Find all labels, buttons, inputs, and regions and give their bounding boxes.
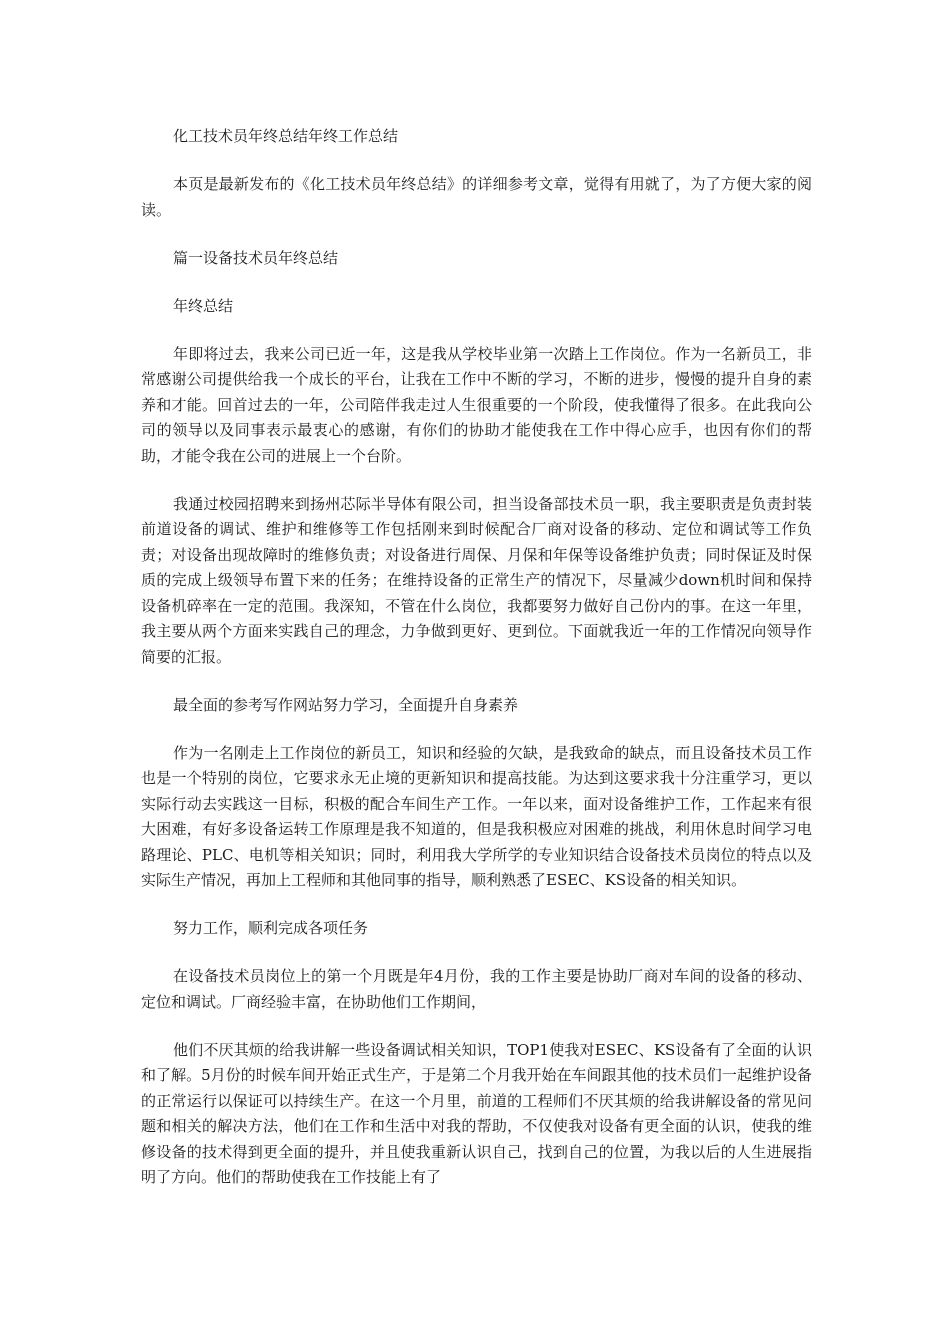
document-body	[141, 124, 812, 1213]
subsection-heading: 努力工作，顺利完成各项任务	[173, 919, 369, 937]
body-paragraph: 年即将过去，我来公司已近一年，这是我从学校毕业第一次踏上工作岗位。作为一名新员工，非常感谢公司提供给我一个成长的平台，让我在工作中不断的学习，不断的进步，慢慢的提升自身的素养和才能。回首过去的一年，公司陪伴我走过人生很重要的一个阶段，使我懂得了很多。在此我向公司的领导以及同事表示最衷心的感谢，有你们的协助才能使我在工作中得心应手，也因有你们的帮助，才能令我在公司的进展上一个台阶。	[141, 344, 812, 465]
body-paragraph: 在设备技术员岗位上的第一个月既是年4月份，我的工作主要是协助厂商对车间的设备的移动、定位和调试。厂商经验丰富，在协助他们工作期间，	[141, 967, 812, 1011]
body-paragraph: 他们不厌其烦的给我讲解一些设备调试相关知识，TOP1使我对ESEC、KS设备有了全面的认识和了解。5月份的时候车间开始正式生产，于是第二个月我开始在车间跟其他的技术员们一起维护设备的正常运行以保证可以持续生产。在这一个月里，前道的工程师们不厌其烦的给我讲解设备的常见问题和相关的解决方法，他们在工作和生活中对我的帮助，不仅使我对设备有更全面的认识，使我的维修设备的技术得到更全面的提升，并且使我重新认识自己，找到自己的位置，为我以后的人生进展指明了方向。他们的帮助使我在工作技能上有了	[141, 1040, 812, 1186]
subsection-heading: 最全面的参考写作网站努力学习，全面提升自身素养	[173, 695, 519, 714]
intro-paragraph: 本页是最新发布的《化工技术员年终总结》的详细参考文章，觉得有用就了，为了方便大家的阅读。	[141, 175, 812, 219]
subsection-heading: 年终总结	[173, 296, 234, 315]
document-title: 化工技术员年终总结年终工作总结	[173, 127, 399, 145]
section-heading: 篇一设备技术员年终总结	[173, 248, 339, 267]
body-paragraph: 作为一名刚走上工作岗位的新员工，知识和经验的欠缺，是我致命的缺点，而且设备技术员工作也是一个特别的岗位，它要求永无止境的更新知识和提高技能。为达到这要求我十分注重学习，更以实际行动去实践这一目标，积极的配合车间生产工作。一年以来，面对设备维护工作，工作起来有很大困难，有好多设备运转工作原理是我不知道的，但是我积极应对困难的挑战，利用休息时间学习电路理论、PLC、电机等相关知识；同时，利用我大学所学的专业知识结合设备技术员岗位的特点以及实际生产情况，再加上工程师和其他同事的指导，顺利熟悉了ESEC、KS设备的相关知识。	[141, 743, 812, 889]
body-paragraph: 我通过校园招聘来到扬州芯际半导体有限公司，担当设备部技术员一职，我主要职责是负责封装前道设备的调试、维护和维修等工作包括刚来到时候配合厂商对设备的移动、定位和调试等工作负责；对设备出现故障时的维修负责；对设备进行周保、月保和年保等设备维护负责；同时保证及时保质的完成上级领导布置下来的任务；在维持设备的正常生产的情况下，尽量减少down机时间和保持设备机碎率在一定的范围。我深知，不管在什么岗位，我都要努力做好自己份内的事。在这一年里，我主要从两个方面来实践自己的理念，力争做到更好、更到位。下面就我近一年的工作情况向领导作简要的汇报。	[141, 494, 812, 666]
